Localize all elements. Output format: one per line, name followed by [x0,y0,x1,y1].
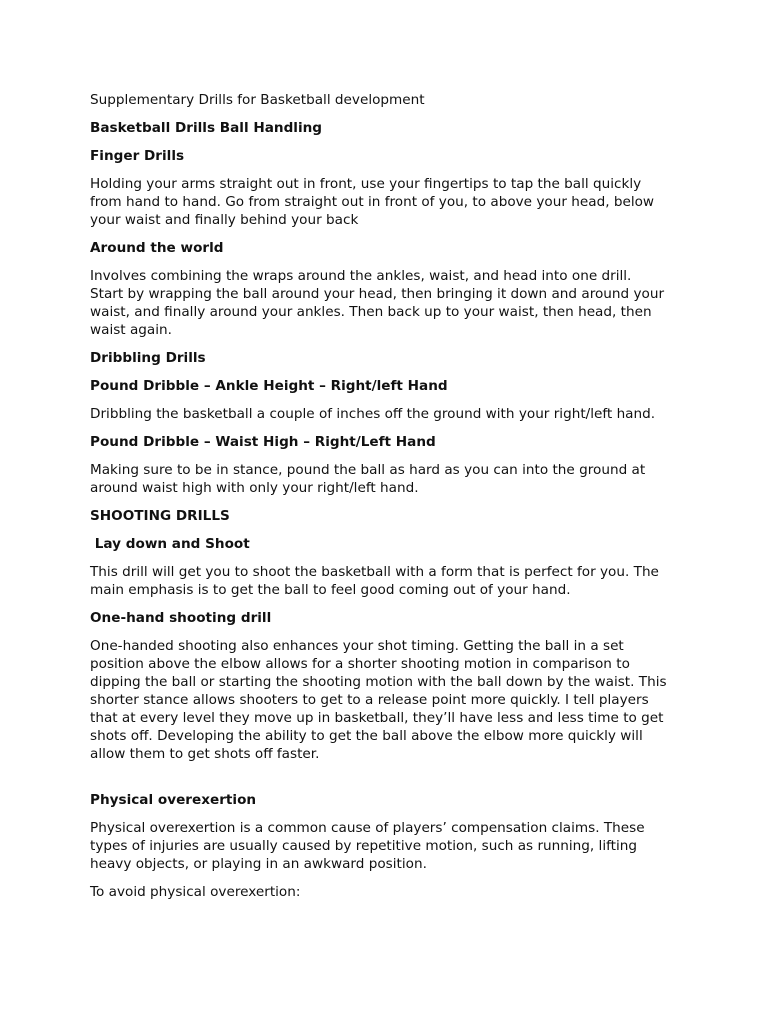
paragraph-one-hand-shooting: One-handed shooting also enhances your shot timing. Getting the ball in a set position above the elbow allows for a shorter shooting motion in comparison to dipping the ball or starting the shooting motion with the ball down by the waist. This shorter stance allows shooters to get to a release point more quickly. I tell players that at every level they move up in basketball, they’ll have less and less time to get shots off. Developing the ability to get the ball above the elbow more quickly will allow them to get shots off faster. [90,638,667,762]
heading-pound-dribble-ankle: Pound Dribble – Ankle Height – Right/left Hand [90,378,448,394]
document-title: Supplementary Drills for Basketball development [90,92,425,108]
document-page [90,91,690,911]
heading-around-the-world: Around the world [90,240,224,256]
paragraph-around-the-world: Involves combining the wraps around the ankles, waist, and head into one drill. Start by wrapping the ball around your head, then bringing it down and around your waist, and finally around your ankles. Then back up to your waist, then head, then waist again. [90,268,665,338]
paragraph-finger-drills: Holding your arms straight out in front, use your fingertips to tap the ball quickly from hand to hand. Go from straight out in front of you, to above your head, below your waist and finally behind your back [90,176,655,228]
heading-lay-down-and-shoot: Lay down and Shoot [90,536,250,552]
paragraph-lay-down-and-shoot: This drill will get you to shoot the basketball with a form that is perfect for you. The main emphasis is to get the ball to feel good coming out of your hand. [90,564,659,598]
heading-finger-drills: Finger Drills [90,148,185,164]
heading-ball-handling: Basketball Drills Ball Handling [90,120,323,136]
paragraph-avoid-overexertion: To avoid physical overexertion: [90,884,301,900]
paragraph-pound-dribble-ankle: Dribbling the basketball a couple of inches off the ground with your right/left hand. [90,406,656,422]
heading-dribbling-drills: Dribbling Drills [90,350,206,366]
spacer [90,773,690,791]
paragraph-pound-dribble-waist: Making sure to be in stance, pound the ball as hard as you can into the ground at around waist high with only your right/left hand. [90,462,646,496]
paragraph-physical-overexertion: Physical overexertion is a common cause of players’ compensation claims. These types of injuries are usually caused by repetitive motion, such as running, lifting heavy objects, or playing in an awkward position. [90,820,645,872]
heading-one-hand-shooting: One-hand shooting drill [90,610,272,626]
heading-physical-overexertion: Physical overexertion [90,792,257,808]
heading-shooting-drills: SHOOTING DRILLS [90,508,230,524]
heading-pound-dribble-waist: Pound Dribble – Waist High – Right/Left Hand [90,434,436,450]
